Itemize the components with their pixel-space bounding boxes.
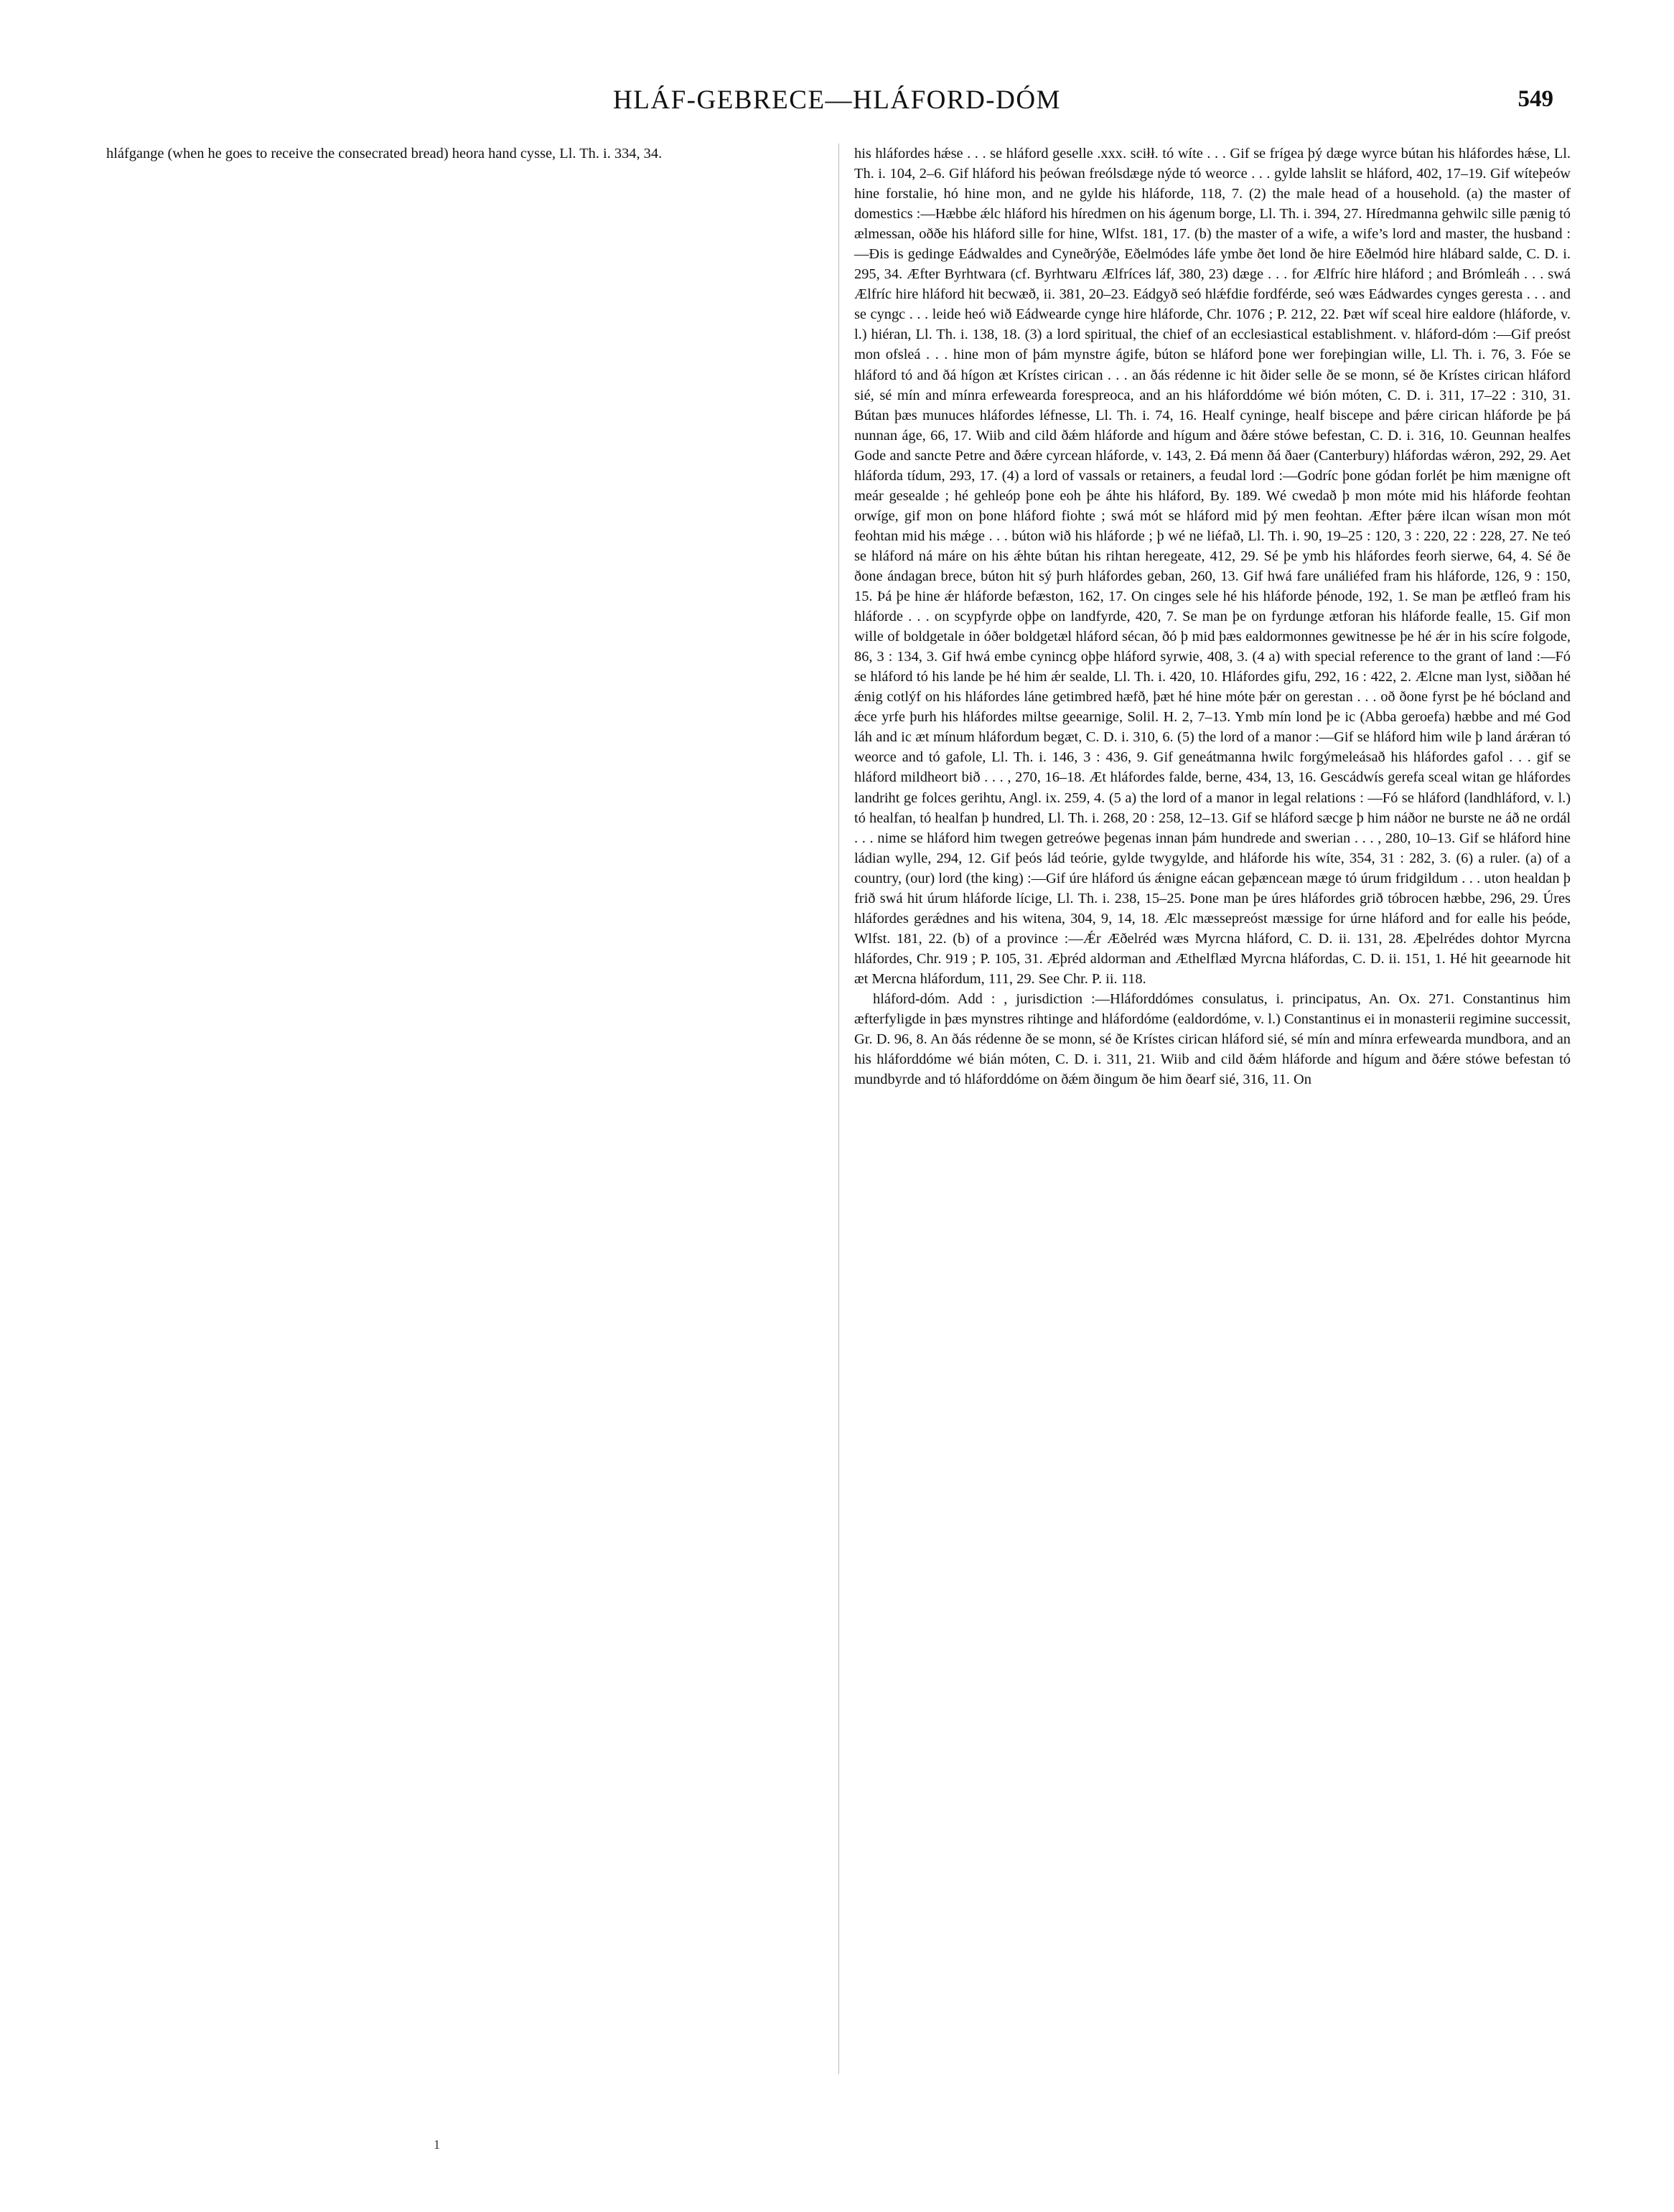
page-number: 549 <box>1518 86 1553 112</box>
footnote-mark: 1 <box>434 2137 440 2152</box>
running-head: HLÁF-GEBRECE—HLÁFORD-DÓM <box>613 85 1061 115</box>
right-column <box>854 144 1571 1089</box>
text-columns <box>106 144 1571 1089</box>
left-column <box>106 144 823 1089</box>
entry-block: hláfgange (when he goes to receive the consecrated bread) heora hand cysse, Ll. Th. i. 334, 34. <box>106 146 663 161</box>
page-header <box>0 85 1674 128</box>
entry-block: hláford-dóm. Add : , jurisdiction :—Hláforddómes consulatus, i. principatus, An. Ox. 271. Constantinus him æfterfyligde in þæs mynstres rihtinge and hláfordóme (ealdordóme, v. l.) Constantinus ei in monasterii regimine successit, Gr. D. 96, 8. An ðás rédenne ðe se monn, sé ðe Krístes cirican hláford sié, sé mín and mínra erfewearda mundbora, and an his hláforddóme wé bián móten, C. D. i. 311, 21. Wiib and cild ðǽm hláforde and hígum and ðǽre stówe befestan tó mundbyrde and tó hláforddóme on ðǽm ðingum ðe him ðearf sié, 316, 11. On <box>854 990 1571 1088</box>
entry-block: his hláfordes hǽse . . . se hláford geselle .xxx. sciłł. tó wíte . . . Gif se frígea þý dæge wyrce bútan his hláfordes hǽse, Ll. Th. i. 104, 2–6. Gif hláford his þeówan freólsdæge nýde tó weorce . . . gylde lahslit se hláford, 402, 17–19. Gif wíteþeów hine forstalie, hó hine mon, and ne gylde his hláforde, 118, 7. (2) the male head of a household. (a) the master of domestics :—Hæbbe ǽlc hláford his híredmen on his ágenum borge, Ll. Th. i. 394, 27. Híredmanna gehwilc sille pænig tó ælmessan, oððe his hláford sille for hine, Wlfst. 181, 17. (b) the master of a wife, a wife’s lord and master, the husband :—Ðis is gedinge Eádwaldes and Cyneðrýðe, Eðelmódes láfe ymbe ðet lond ðe hire Eðelmód hire hlábard salde, C. D. i. 295, 34. Æfter Byrhtwara (cf. Byrhtwaru Ælfríces láf, 380, 23) dæge . . . for Ælfríc hire hláford ; and Brómleáh . . . swá Ælfríc hire hláford hit becwæð, ii. 381, 20–23. Eádgyð seó hlǽfdie fordférde, seó wæs Eádwardes cynges geresta . . . and se cyngc . . . leide heó wið Eádwearde cynge hire hláforde, Chr. 1076 ; P. 212, 22. Þæt wíf sceal hire ealdore (hláforde, v. l.) hiéran, Ll. Th. i. 138, 18. (3) a lord spiritual, the chief of an ecclesiastical establishment. v. hláford-dóm :—Gif preóst mon ofsleá . . . hine mon of þám mynstre ágife, búton se hláford þone wer foreþingian wille, Ll. Th. i. 76, 3. Fóe se hláford tó and ðá hígon æt Krístes cirican . . . an ðás rédenne ic hit ðider selle ðe se monn, sé ðe Krístes cirican hláford sié, sé mín and mínra erfewearda forespreoca, and an his hláforddóme wé bión móten, C. D. i. 311, 17–22 : 310, 31. Bútan þæs munuces hláfordes léfnesse, Ll. Th. i. 74, 16. Healf cyninge, healf biscepe and þǽre cirican hláforde þe þá nunnan áge, 66, 17. Wiib and cild ðǽm hláforde and hígum and ðǽre stówe befestan, C. D. i. 316, 10. Geunnan healfes Gode and sancte Petre and ðǽre cyrcean hláforde, v. 143, 2. Ðá menn ðá ðaer (Canterbury) hláfordas wǽron, 292, 29. Aet hláforda tídum, 293, 17. (4) a lord of vassals or retainers, a feudal lord :—Godríc þone gódan forlét þe him mænigne oft meár gesealde ; hé gehleóp þone eoh þe áhte his hláford, By. 189. Wé cwedað þ mon móte mid his hláforde feohtan orwíge, gif mon on þone hláford fiohte ; swá mót se hláford mid þý men feohtan. Æfter þǽre ilcan wísan mon mót feohtan mid his mǽge . . . búton wið his hláforde ; þ wé ne liéfað, Ll. Th. i. 90, 19–25 : 120, 3 : 220, 22 : 228, 27. Ne teó se hláford ná máre on his ǽhte bútan his rihtan heregeate, 412, 29. Sé þe ymb his hláfordes feorh sierwe, 64, 4. Sé ðe ðone ándagan brece, búton hit sý þurh hláfordes geban, 260, 13. Gif hwá fare unáliéfed fram his hláforde, 126, 9 : 150, 15. Þá þe hine ǽr hláforde befæston, 162, 17. On cinges sele hé his hláforde þénode, 192, 1. Se man þe ætfleó fram his hláforde . . . on scypfyrde oþþe on landfyrde, 420, 7. Se man þe on fyrdunge ætforan his hláforde fealle, 15. Gif mon wille of boldgetale in óðer boldgetæl hláford sécan, ðó þ mid þæs ealdormonnes gewitnesse þe hé ǽr in his scíre folgode, 86, 3 : 134, 3. Gif hwá embe cynincg oþþe hláford syrwie, 408, 3. (4 a) with special reference to the grant of land :—Fó se hláford tó his lande þe hé him ǽr sealde, Ll. Th. i. 420, 10. Hláfordes gifu, 292, 16 : 422, 2. Ælcne man lyst, siððan hé ǽnig cotlýf on his hláfordes láne getimbred hæfð, þæt hé hine móte þǽr on gerestan . . . oð ðone fyrst þe hé bócland and ǽce yrfe þurh his hláfordes miltse geearnige, Solil. H. 2, 7–13. Ymb mín lond þe ic (Abba geroefa) hæbbe and mé God láh and ic æt mínum hláfordum begæt, C. D. i. 310, 6. (5) the lord of a manor :—Gif se hláford him wile þ land árǽran tó weorce and tó gafole, Ll. Th. i. 146, 3 : 436, 9. Gif geneátmanna hwilc forgýmeleásað his hláfordes gafol . . . gif se hláford mildheort bið . . . , 270, 16–18. Æt hláfordes falde, berne, 434, 13, 16. Gescádwís gerefa sceal witan ge hláfordes landriht ge folces gerihtu, Angl. ix. 259, 4. (5 a) the lord of a manor in legal relations : —Fó se hláford (landhláford, v. l.) tó healfan, tó healfan þ hundred, Ll. Th. i. 268, 20 : 258, 12–13. Gif se hláford sæcge þ him náðor ne burste ne áð ne ordál . . . nime se hláford him twegen getreówe þegenas innan þám hundrede and swerian . . . , 280, 10–13. Gif se hláford hine ládian wylle, 294, 12. Gif þeós lád teórie, gylde twygylde, and hláforde his wíte, 354, 31 : 282, 3. (6) a ruler. (a) of a country, (our) lord (the king) :—Gif úre hláford ús ǽnigne eácan geþæncean mæge tó úrum fridgildum . . . uton healdan þ frið swá hit úrum hláforde lícige, Ll. Th. i. 238, 15–25. Þone man þe úres hláfordes grið tóbrocen hæbbe, 296, 29. Úres hláfordes gerǽdnes and his witena, 304, 9, 14, 18. Ælc mæssepreóst mæssige for úrne hláford and for ealle his þeóde, Wlfst. 181, 22. (b) of a province :—Ǽr Æðelréd wæs Myrcna hláford, C. D. ii. 131, 28. Æþelrédes dohtor Myrcna hláfordes, Chr. 919 ; P. 105, 31. Æþréd aldorman and Æthelflæd Myrcna hláfordas, C. D. ii. 151, 1. Hé hit geearnode hit æt Mercna hláfordum, 111, 29. See Chr. P. ii. 118. <box>854 146 1571 987</box>
